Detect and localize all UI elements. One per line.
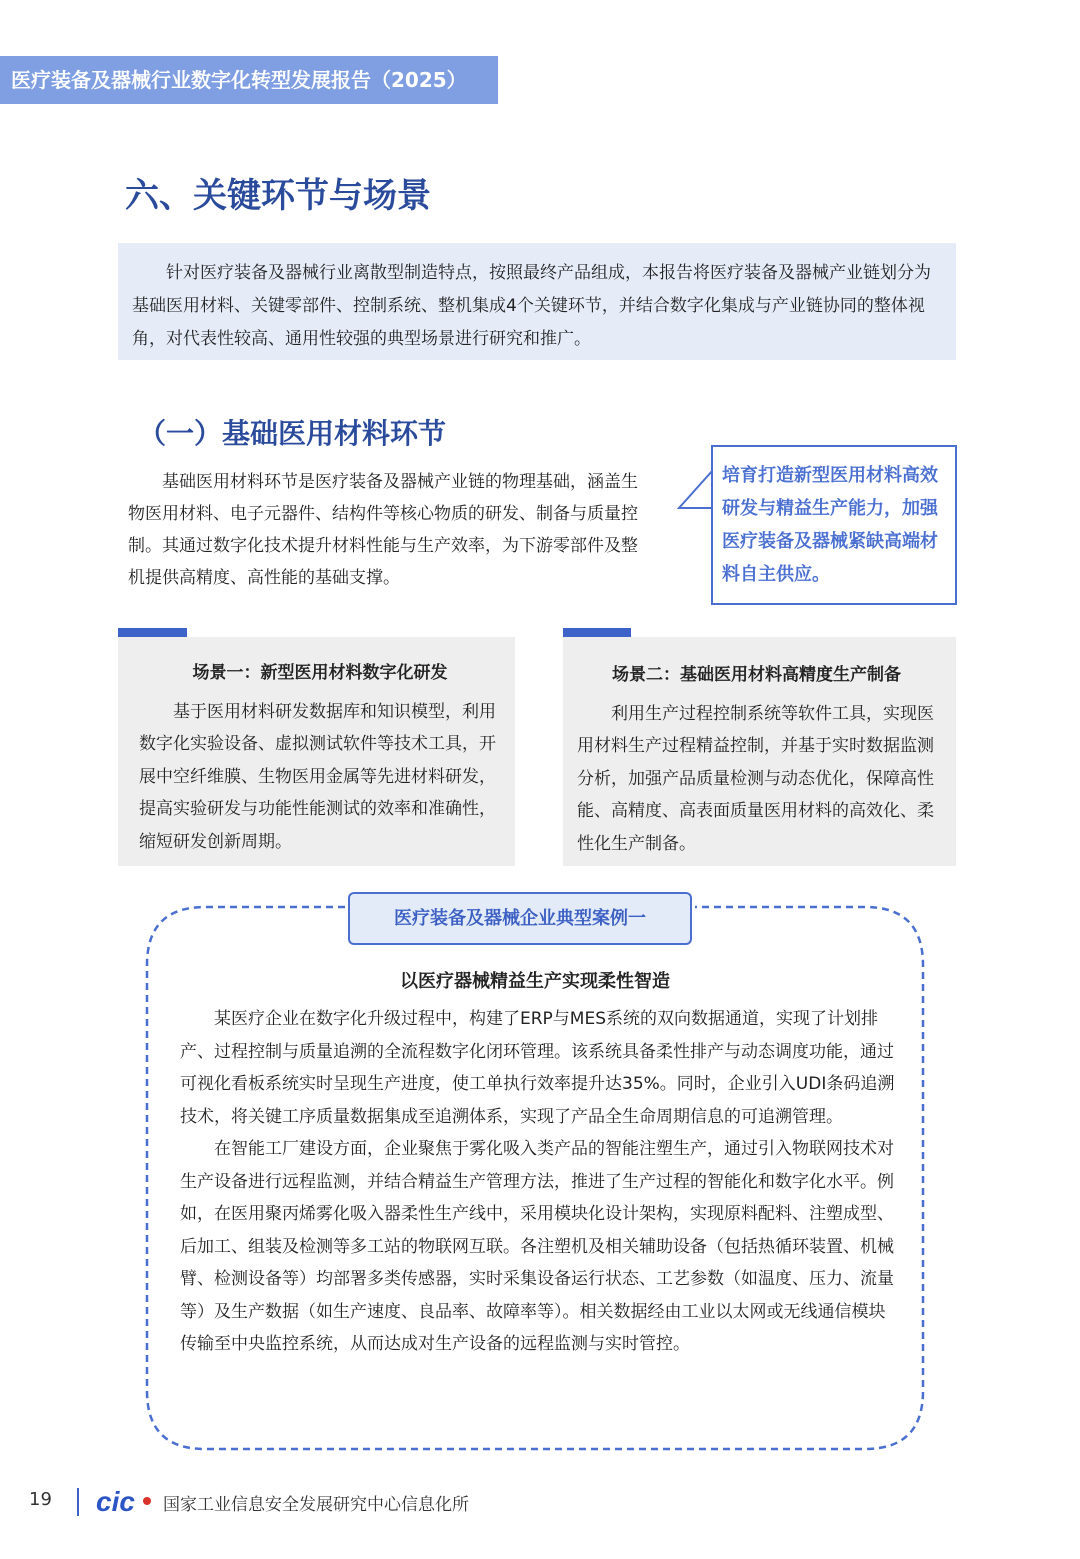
- scene-2-card: [563, 637, 956, 866]
- cic-logo-text: cic: [96, 1488, 135, 1516]
- scene-1-card: [118, 637, 515, 866]
- scene-2-title: 场景二：基础医用材料高精度生产制备: [612, 665, 901, 685]
- report-title-banner: 医疗装备及器械行业数字化转型发展报告（2025）: [0, 56, 498, 104]
- scene-1-accent-bar: [118, 628, 187, 637]
- subsection-body: [128, 466, 653, 594]
- subsection-title: （一）基础医用材料环节: [138, 417, 447, 450]
- case-body: [180, 1003, 896, 1361]
- callout-box: [711, 445, 957, 605]
- intro-paragraph: 针对医疗装备及器械行业离散型制造特点，按照最终产品组成，本报告将医疗装备及器械产业链划分为基础医用材料、关键零部件、控制系统、整机集成4个关键环节，并结合数字化集成与产业链协同的整体视角，对代表性较高、通用性较强的典型场景进行研究和推广。: [132, 263, 931, 349]
- scene-2-accent-bar: [563, 628, 631, 637]
- scene-1-body: 基于医用材料研发数据库和知识模型，利用数字化实验设备、虚拟测试软件等技术工具，开展中空纤维膜、生物医用金属等先进材料研发，提高实验研发与功能性能测试的效率和准确性，缩短研发创新周期。: [139, 701, 496, 852]
- scene-1-title: 场景一：新型医用材料数字化研发: [192, 663, 448, 683]
- intro-box: [118, 243, 956, 360]
- footer-divider: [77, 1488, 79, 1516]
- page-number: 19: [29, 1489, 52, 1510]
- scene-2-body: 利用生产过程控制系统等软件工具，实现医用材料生产过程精益控制，并基于实时数据监测分析，加强产品质量检测与动态优化，保障高性能、高精度、高表面质量医用材料的高效化、柔性化生产制备。: [577, 703, 934, 854]
- cic-logo-icon: [96, 1488, 156, 1516]
- callout-text: 培育打造新型医用材料高效研发与精益生产能力，加强医疗装备及器械紧缺高端材料自主供应。: [722, 465, 938, 585]
- footer-org-name: 国家工业信息安全发展研究中心信息化所: [163, 1495, 469, 1515]
- case-paragraph-2: 在智能工厂建设方面，企业聚焦于雾化吸入类产品的智能注塑生产，通过引入物联网技术对生产设备进行远程监测，并结合精益生产管理方法，推进了生产过程的智能化和数字化水平。例如，在医用聚丙烯雾化吸入器柔性生产线中，采用模块化设计架构，实现原料配料、注塑成型、后加工、组装及检测等多工站的物联网互联。各注塑机及相关辅助设备（包括热循环装置、机械臂、检测设备等）均部署多类传感器，实时采集设备运行状态、工艺参数（如温度、压力、流量等）及生产数据（如生产速度、良品率、故障率等）。相关数据经由工业以太网或无线通信模块传输至中央监控系统，从而达成对生产设备的远程监测与实时管控。: [180, 1139, 894, 1354]
- callout-pointer-icon: [676, 468, 714, 518]
- subsection-paragraph: 基础医用材料环节是医疗装备及器械产业链的物理基础，涵盖生物医用材料、电子元器件、结构件等核心物质的研发、制备与质量控制。其通过数字化技术提升材料性能与生产效率，为下游零部件及整机提供高精度、高性能的基础支撑。: [128, 472, 638, 588]
- case-paragraph-1: 某医疗企业在数字化升级过程中，构建了ERP与MES系统的双向数据通道，实现了计划排产、过程控制与质量追溯的全流程数字化闭环管理。该系统具备柔性排产与动态调度功能，通过可视化看板系统实时呈现生产进度，使工单执行效率提升达35%。同时，企业引入UDI条码追溯技术，将关键工序质量数据集成至追溯体系，实现了产品全生命周期信息的可追溯管理。: [180, 1009, 895, 1127]
- case-tab-label: 医疗装备及器械企业典型案例一: [348, 892, 692, 945]
- section-title: 六、关键环节与场景: [125, 176, 431, 216]
- case-title: 以医疗器械精益生产实现柔性智造: [400, 971, 670, 992]
